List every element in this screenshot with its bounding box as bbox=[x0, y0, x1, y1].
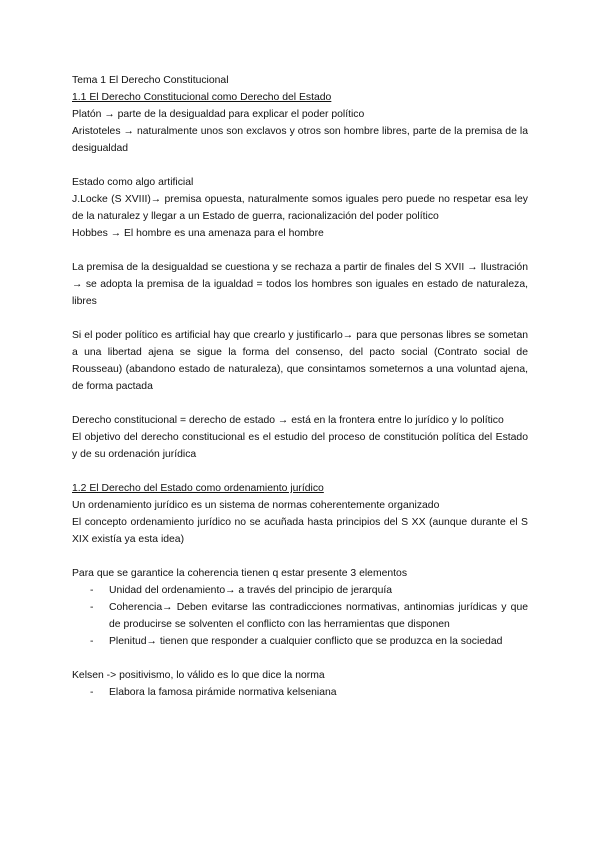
poder-politico-paragraph: Si el poder político es artificial hay que crearlo y justificarlo→ para que personas libres se sometan a una libertad ajena se sigue la forma del consenso, del pacto social (Contrato social de Rousseau) (abandono estado de naturaleza), que consintamos someternos a una voluntad ajena, de forma pactada bbox=[72, 330, 528, 392]
desigualdad-paragraph: La premisa de la desigualdad se cuestiona y se rechaza a partir de finales del S XVII → Ilustración → se adopta la premisa de la igualdad = todos los hombres son iguales en estado de naturaleza, libres bbox=[72, 262, 528, 307]
list-item: - Unidad del ordenamiento→ a través del principio de jerarquía bbox=[72, 582, 528, 599]
objetivo-paragraph: El objetivo del derecho constitucional es el estudio del proceso de constitución política del Estado y de su ordenación jurídica bbox=[72, 432, 528, 460]
concepto-paragraph: El concepto ordenamiento jurídico no se acuñada hasta principios del S XX (aunque durante el S XIX existía ya esta idea) bbox=[72, 517, 528, 545]
elementos-list bbox=[72, 582, 528, 650]
list-item: - Elabora la famosa pirámide normativa kelseniana bbox=[72, 684, 528, 701]
dash-bullet: - bbox=[90, 636, 94, 647]
spacer bbox=[72, 310, 528, 327]
platon-line: Platón → parte de la desigualdad para explicar el poder político bbox=[72, 109, 365, 120]
dash-bullet: - bbox=[90, 687, 94, 698]
section-2-heading: 1.2 El Derecho del Estado como ordenamiento jurídico bbox=[72, 483, 324, 494]
estado-artificial-line: Estado como algo artificial bbox=[72, 177, 194, 188]
list-item: - Plenitud→ tienen que responder a cualquier conflicto que se produzca en la sociedad bbox=[72, 633, 528, 650]
coherencia-intro-line: Para que se garantice la coherencia tienen q estar presente 3 elementos bbox=[72, 568, 408, 579]
hobbes-line: Hobbes → El hombre es una amenaza para el hombre bbox=[72, 228, 324, 239]
document-title: Tema 1 El Derecho Constitucional bbox=[72, 75, 229, 86]
ordenamiento-line: Un ordenamiento jurídico es un sistema de normas coherentemente organizado bbox=[72, 500, 440, 511]
locke-paragraph: J.Locke (S XVIII)→ premisa opuesta, naturalmente somos iguales pero puede no respetar esa ley de la naturalez y llegar a un Estado de guerra, racionalización del poder político bbox=[72, 194, 528, 222]
spacer bbox=[72, 242, 528, 259]
spacer bbox=[72, 650, 528, 667]
list-item: - Coherencia→ Deben evitarse las contradicciones normativas, antinomias jurídicas y que de producirse se solventen el conflicto con las herramientas que disponen bbox=[72, 599, 528, 633]
section-1-heading: 1.1 El Derecho Constitucional como Derecho del Estado bbox=[72, 92, 332, 103]
spacer bbox=[72, 463, 528, 480]
kelsen-line: Kelsen -> positivismo, lo válido es lo que dice la norma bbox=[72, 670, 325, 681]
spacer bbox=[72, 548, 528, 565]
spacer bbox=[72, 395, 528, 412]
derecho-constitucional-paragraph: Derecho constitucional = derecho de estado → está en la frontera entre lo jurídico y lo político bbox=[72, 415, 504, 426]
aristoteles-paragraph: Aristoteles → naturalmente unos son exclavos y otros son hombre libres, parte de la premisa de la desigualdad bbox=[72, 126, 528, 154]
dash-bullet: - bbox=[90, 585, 94, 596]
kelsen-list bbox=[72, 684, 528, 701]
spacer bbox=[72, 157, 528, 174]
dash-bullet: - bbox=[90, 602, 94, 613]
